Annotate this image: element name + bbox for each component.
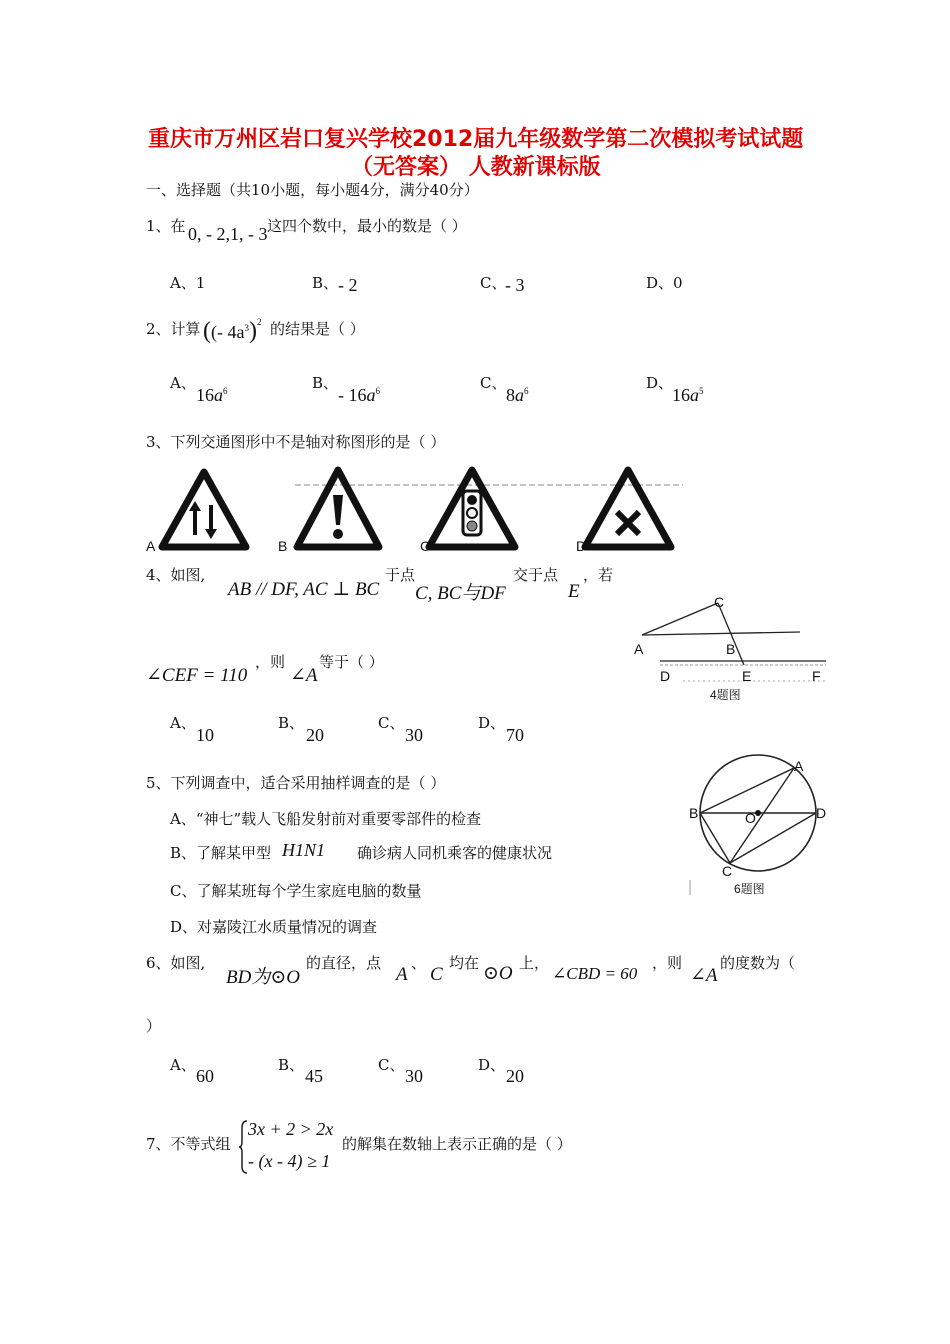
fig6-point-c: C: [722, 863, 733, 879]
sign-label-b: B: [278, 538, 288, 554]
q6-math-5: ∠CBD = 60: [552, 964, 638, 983]
q5-option-a: A、“神七”载人飞船发射前对重要零部件的检查: [170, 810, 482, 828]
q2-option-b-math: - $16a^6$: [338, 385, 380, 405]
q6-text-2: 、: [411, 954, 427, 972]
q6-text-3: 均在: [449, 954, 480, 972]
sign-d-cross-icon: [585, 470, 671, 547]
q2-option-d-math: $16a^5$: [672, 385, 704, 405]
q6-text-4: 上，: [519, 954, 550, 972]
q4-text-3: ，若: [583, 566, 614, 584]
q4-text-2: 交于点: [513, 566, 559, 584]
q5-option-d: D、对嘉陵江水质量情况的调查: [170, 918, 378, 936]
fig4-point-a: A: [634, 641, 644, 657]
q2-option-b-label: B、: [312, 374, 339, 392]
q1-math: 0, - 2,1, - 3: [188, 224, 268, 244]
q1-suffix: 这四个数中，最小的数是（ ）: [267, 217, 467, 235]
q4-prefix: 4、如图,: [146, 566, 206, 584]
fig6-caption: 6题图: [734, 882, 765, 896]
fig4-point-b: B: [726, 641, 736, 657]
page-subtitle: （无答案） 人教新课标版: [351, 155, 601, 180]
q6-option-a-math: 60: [196, 1066, 214, 1086]
q4-option-b-math: 20: [306, 725, 324, 745]
fig4-point-c: C: [714, 594, 725, 610]
q4-math-1: AB // DF, AC ⊥ BC: [228, 579, 380, 600]
q2-option-a-label: A、: [170, 374, 196, 392]
q6-option-b-math: 45: [305, 1066, 323, 1086]
q6-math-3: C: [430, 964, 443, 985]
sign-label-d: D: [576, 538, 587, 554]
q2-math: ((- $4a^3)^2$: [203, 317, 262, 344]
q6-math-1: BD为⊙O: [226, 967, 300, 988]
fig4-point-f: F: [812, 668, 821, 684]
sign-label-a: A: [146, 538, 156, 554]
q1-option-d: D、0: [646, 274, 683, 292]
fig4-point-d: D: [660, 668, 671, 684]
q7-suffix: 的解集在数轴上表示正确的是（ ）: [342, 1135, 572, 1153]
q6-text-6: 的度数为（: [720, 954, 796, 972]
page-title: 重庆市万州区岩口复兴学校2012届九年级数学第二次模拟考试试题: [148, 127, 804, 152]
q2-prefix: 2、计算: [146, 320, 201, 338]
q2-option-c-math: $8a^6$: [506, 385, 529, 405]
fig6-point-o: O: [745, 810, 756, 826]
fig6-point-a: A: [794, 758, 804, 774]
q3-signs-figure: [145, 465, 685, 555]
section-heading: 一、选择题（共10小题，每小题4分，满分40分）: [146, 181, 479, 199]
sign-b-warning-icon: [297, 470, 379, 547]
q2-suffix: 的结果是（ ）: [270, 320, 365, 338]
q1-option-a: A、1: [170, 274, 206, 292]
q2-option-c-label: C、: [480, 374, 507, 392]
q1-prefix: 1、在: [146, 217, 186, 235]
q4-math-2: C, BC与DF: [415, 583, 506, 604]
fig6-point-d: D: [816, 805, 827, 821]
q6-math-4: ⊙O: [483, 963, 513, 984]
q1-option-c-label: C、: [480, 274, 507, 292]
q6-text-1: 的直径，点: [306, 954, 382, 972]
q4-option-c-math: 30: [405, 725, 423, 745]
q6-option-c-label: C、: [378, 1056, 405, 1074]
q4-option-b-label: B、: [278, 714, 305, 732]
q6-option-d-math: 20: [506, 1066, 524, 1086]
sign-label-c: C: [420, 538, 431, 554]
q4-option-a-math: 10: [196, 725, 214, 745]
q7-inequality-1: 3x + 2 > 2x: [248, 1119, 334, 1139]
sign-c-traffic-light-icon: [429, 470, 515, 547]
q4-math-3: E: [568, 581, 580, 602]
q4-text-4: ，则: [255, 653, 286, 671]
fig4-caption: 4题图: [710, 688, 741, 702]
q4-math-5: ∠A: [290, 665, 318, 686]
q6-option-b-label: B、: [278, 1056, 305, 1074]
q3-text: 3、下列交通图形中不是轴对称图形的是（ ）: [146, 433, 446, 451]
q7-inequality-2: - (x - 4) ≥ 1: [248, 1151, 331, 1171]
q4-math-4: ∠CEF = 110: [146, 665, 248, 686]
q5-text: 5、下列调查中，适合采用抽样调查的是（ ）: [146, 774, 446, 792]
q4-option-d-label: D、: [478, 714, 506, 732]
q6-math-2: A: [396, 964, 408, 985]
q2-option-a-math: $16a^6$: [196, 385, 228, 405]
fig4-point-e: E: [742, 668, 752, 684]
q4-option-d-math: 70: [506, 725, 524, 745]
q4-text-1: 于点: [385, 566, 416, 584]
q1-option-c-math: - 3: [505, 275, 525, 295]
q4-option-c-label: C、: [378, 714, 405, 732]
q6-text-5: ，则: [652, 954, 683, 972]
q1-option-b-label: B、: [312, 274, 339, 292]
q6-option-c-math: 30: [405, 1066, 423, 1086]
q6-prefix: 6、如图,: [146, 954, 206, 972]
q6-math-6: ∠A: [690, 965, 718, 986]
q5-option-b-math: H1N1: [282, 840, 326, 860]
q6-option-d-label: D、: [478, 1056, 506, 1074]
q7-brace-icon: [238, 1120, 248, 1174]
q5-option-b-part1: B、了解某甲型: [170, 844, 272, 862]
q6-option-a-label: A、: [170, 1056, 196, 1074]
fig6-point-b: B: [689, 805, 699, 821]
q6-close-paren: ）: [146, 1017, 162, 1035]
q4-option-a-label: A、: [170, 714, 196, 732]
q4-text-5: 等于（ ）: [319, 653, 384, 671]
q1-option-b-math: - 2: [338, 275, 358, 295]
q5-option-c: C、了解某班每个学生家庭电脑的数量: [170, 882, 422, 900]
q2-option-d-label: D、: [646, 374, 674, 392]
q7-prefix: 7、不等式组: [146, 1135, 231, 1153]
q5-option-b-part2: 确诊病人同机乘客的健康状况: [357, 844, 553, 862]
sign-a-two-way-arrows-icon: [162, 472, 246, 547]
